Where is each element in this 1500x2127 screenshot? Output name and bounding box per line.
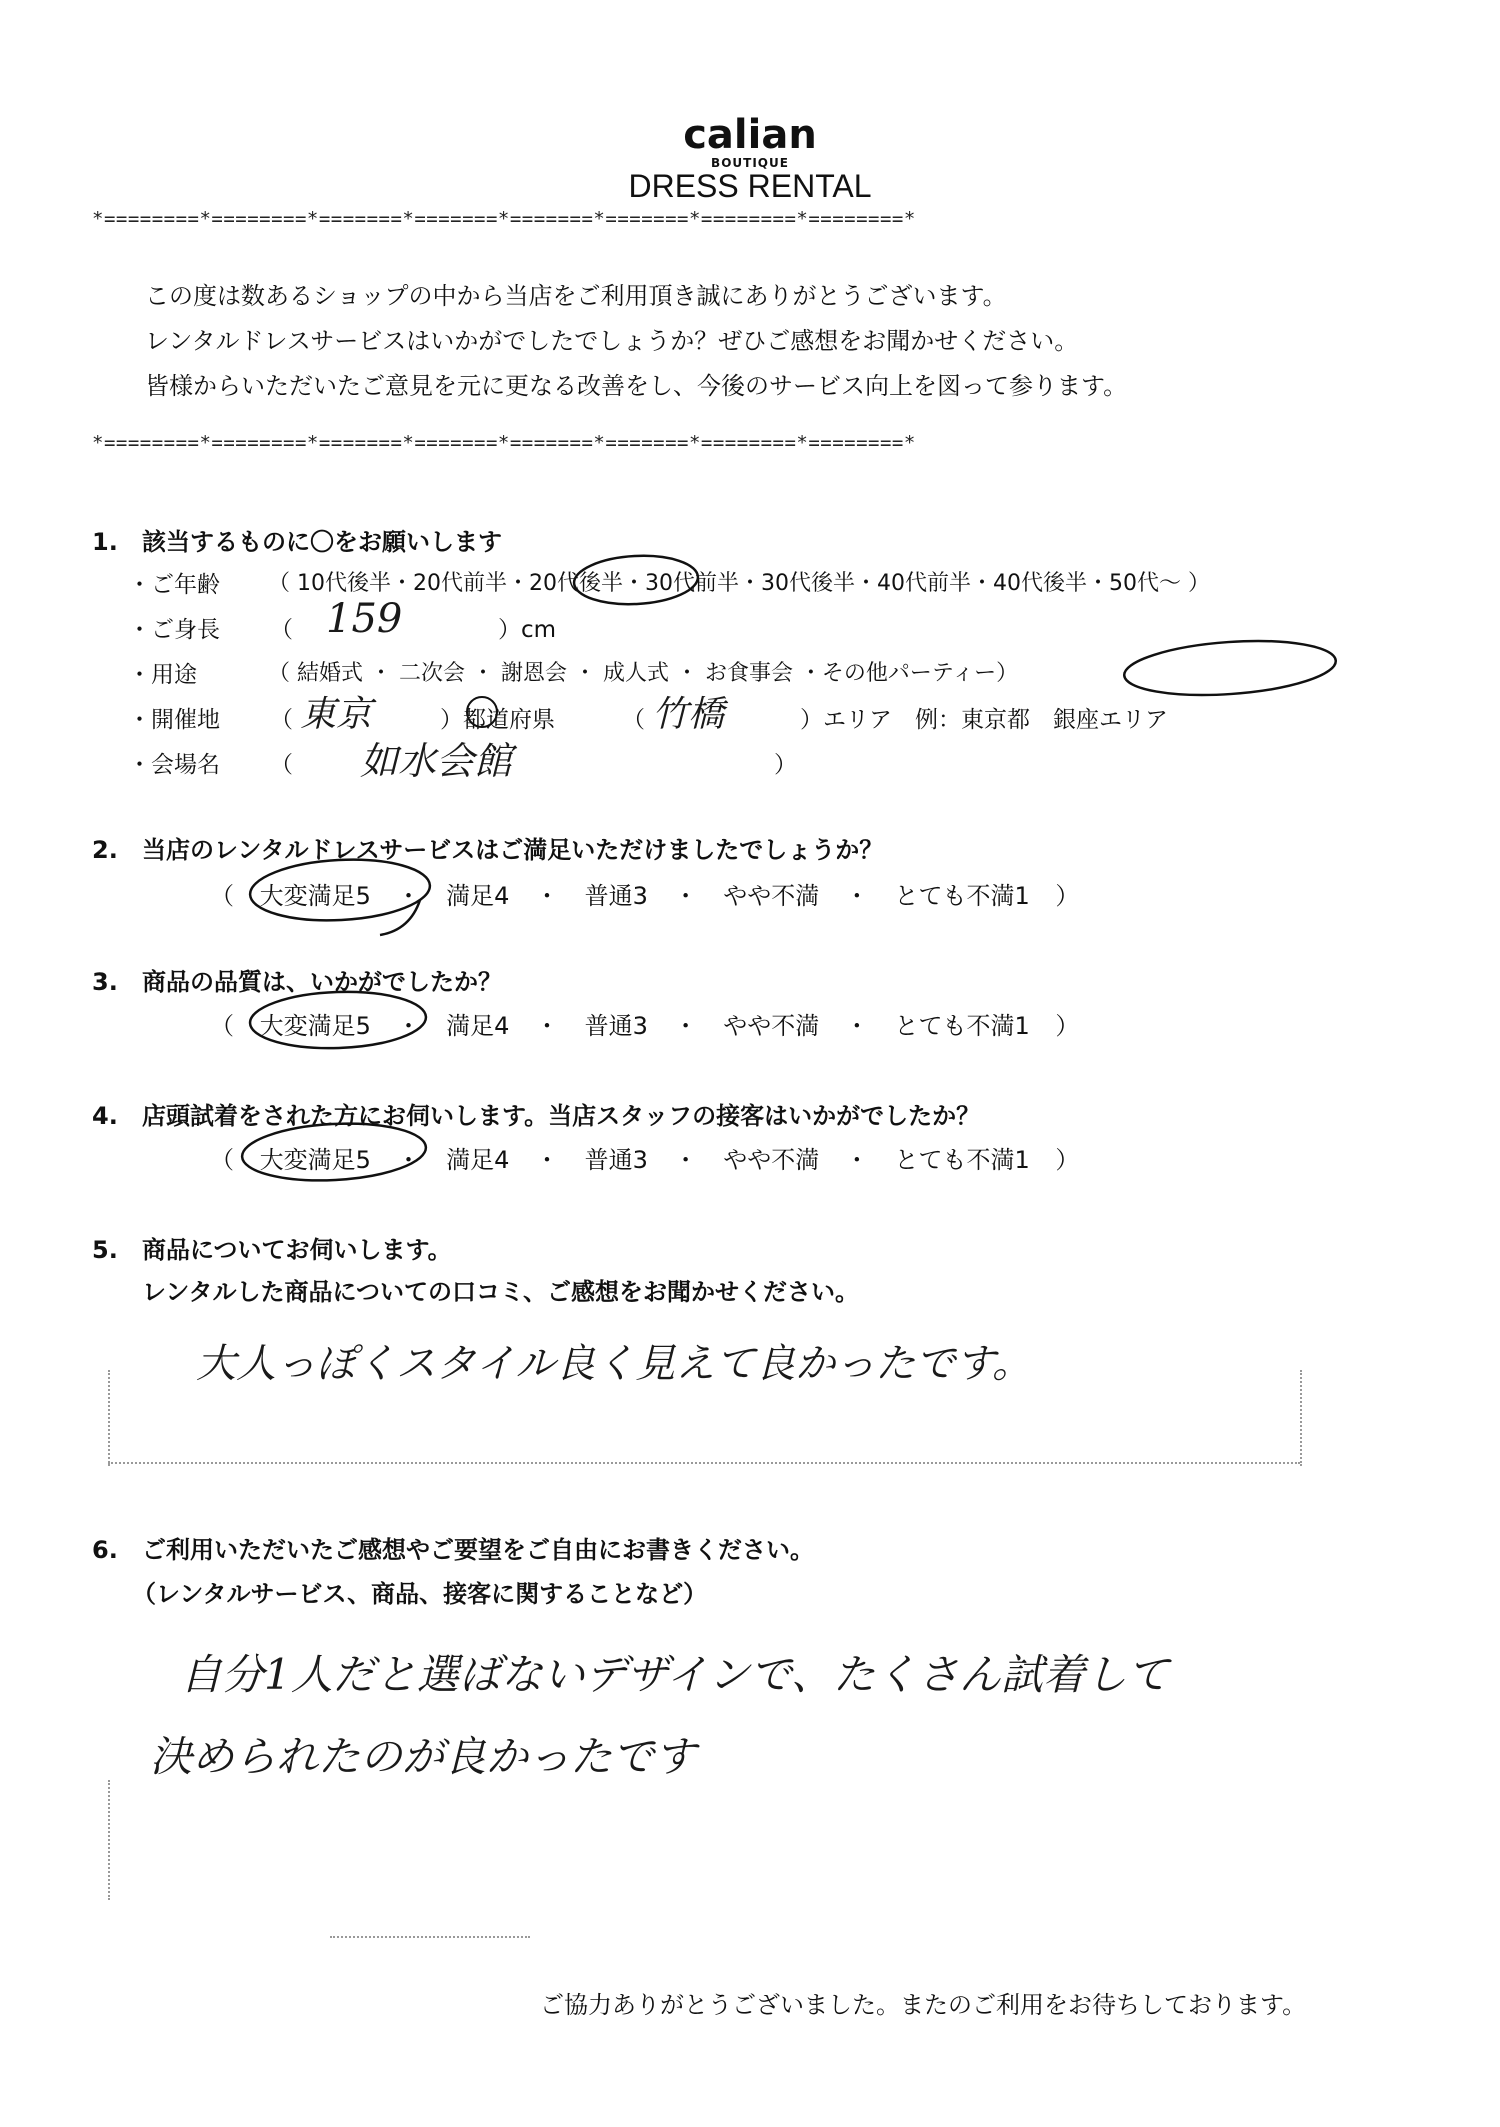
q5-box-bottom	[108, 1462, 1300, 1464]
height-value: 159	[326, 596, 403, 642]
question-5-number: 5.	[92, 1236, 118, 1264]
height-label: ・ご身長	[128, 617, 220, 643]
q5-box-right	[1300, 1370, 1302, 1466]
separator-top: *========*========*=======*=======*=======*=======*========*========*	[92, 208, 916, 230]
hall-value: 如水会館	[360, 739, 513, 783]
question-5-answer: 大人っぽくスタイル良く見えて良かったです。	[196, 1341, 1032, 1387]
question-5-subtitle: レンタルした商品についての口コミ、ご感想をお聞かせください。	[142, 1278, 859, 1306]
age-label: ・ご年齢	[128, 572, 220, 598]
venue-area-suffix: ）エリア 例：東京都 銀座エリア	[800, 707, 1168, 733]
question-3-text: 商品の品質は、いかがでしたか？	[142, 968, 502, 996]
venue-pref-value: 東京	[300, 694, 373, 735]
question-5-title	[92, 1230, 452, 1265]
purpose-options: （ 結婚式 ・ 二次会 ・ 謝恩会 ・ 成人式 ・ お食事会 ・その他パーティー）	[268, 661, 1019, 686]
question-4-number: 4.	[92, 1102, 118, 1130]
question-6-text: ご利用いただいたご感想やご要望をご自由にお書きください。	[142, 1536, 814, 1564]
question-3-title	[92, 962, 502, 997]
purpose-selection-circle	[1122, 635, 1337, 702]
intro-line-1: この度は数あるショップの中から当店をご利用頂き誠にありがとうございます。	[145, 282, 1007, 310]
q5-box-left	[108, 1370, 110, 1466]
question-6-number: 6.	[92, 1536, 118, 1564]
question-4-options: （ 大変満足5 ・ 満足4 ・ 普通3 ・ やや不満 ・ とても不満1 ）	[210, 1146, 1080, 1174]
question-4-text: 店頭試着をされた方にお伺いします。当店スタッフの接客はいかがでしたか？	[142, 1102, 981, 1130]
hall-open: （	[270, 752, 293, 778]
age-options: （ 10代後半・20代前半・20代後半・30代前半・30代後半・40代前半・40代後半・50代～ ）	[268, 571, 1210, 596]
hall-label: ・会場名	[128, 752, 220, 778]
purpose-label: ・用途	[128, 662, 197, 688]
hall-close: ）	[774, 752, 797, 778]
separator-bottom: *========*========*=======*=======*=======*=======*========*========*	[92, 432, 916, 454]
venue-pref-suffix: ）都道府県	[440, 707, 555, 733]
venue-pref-open: （	[270, 707, 293, 733]
q6-box-left	[108, 1780, 110, 1900]
height-unit: ）cm	[498, 617, 557, 643]
venue-area-open: （	[622, 707, 645, 733]
footer-thanks: ご協力ありがとうございました。またのご利用をお待ちしております。	[540, 1991, 1307, 2019]
question-2-title	[92, 830, 883, 865]
question-2-number: 2.	[92, 836, 118, 864]
q6-box-bottom	[330, 1936, 530, 1938]
question-3-number: 3.	[92, 968, 118, 996]
intro-line-3: 皆様からいただいたご意見を元に更なる改善をし、今後のサービス向上を図って参ります。	[145, 372, 1128, 400]
question-1-text: 該当するものに〇をお願いします	[142, 528, 502, 556]
venue-label: ・開催地	[128, 707, 220, 733]
intro-line-2: レンタルドレスサービスはいかがでしたでしょうか？ぜひご感想をお聞かせください。	[145, 327, 1079, 355]
question-2-text: 当店のレンタルドレスサービスはご満足いただけましたでしょうか？	[142, 836, 884, 864]
question-6-title	[92, 1530, 814, 1565]
question-6-subtitle: （レンタルサービス、商品、接客に関することなど）	[132, 1580, 708, 1608]
question-5-text: 商品についてお伺いします。	[142, 1236, 452, 1264]
question-2-options: （ 大変満足5 ・ 満足4 ・ 普通3 ・ やや不満 ・ とても不満1 ）	[210, 882, 1080, 910]
brand-subtitle: BOUTIQUE	[711, 156, 789, 170]
question-6-answer-line-1: 自分1人だと選ばないデザインで、たくさん試着して	[180, 1650, 1169, 1699]
question-1-number: 1.	[92, 528, 118, 556]
question-3-options: （ 大変満足5 ・ 満足4 ・ 普通3 ・ やや不満 ・ とても不満1 ）	[210, 1012, 1080, 1040]
brand-logo: calian	[683, 112, 817, 158]
venue-area-value: 竹橋	[652, 694, 725, 735]
question-1-title	[92, 522, 502, 557]
height-open: （	[270, 617, 293, 643]
question-6-answer-line-2: 決められたのが良かったです	[150, 1732, 697, 1781]
page-title: DRESS RENTAL	[628, 168, 872, 204]
question-4-title	[92, 1096, 980, 1131]
